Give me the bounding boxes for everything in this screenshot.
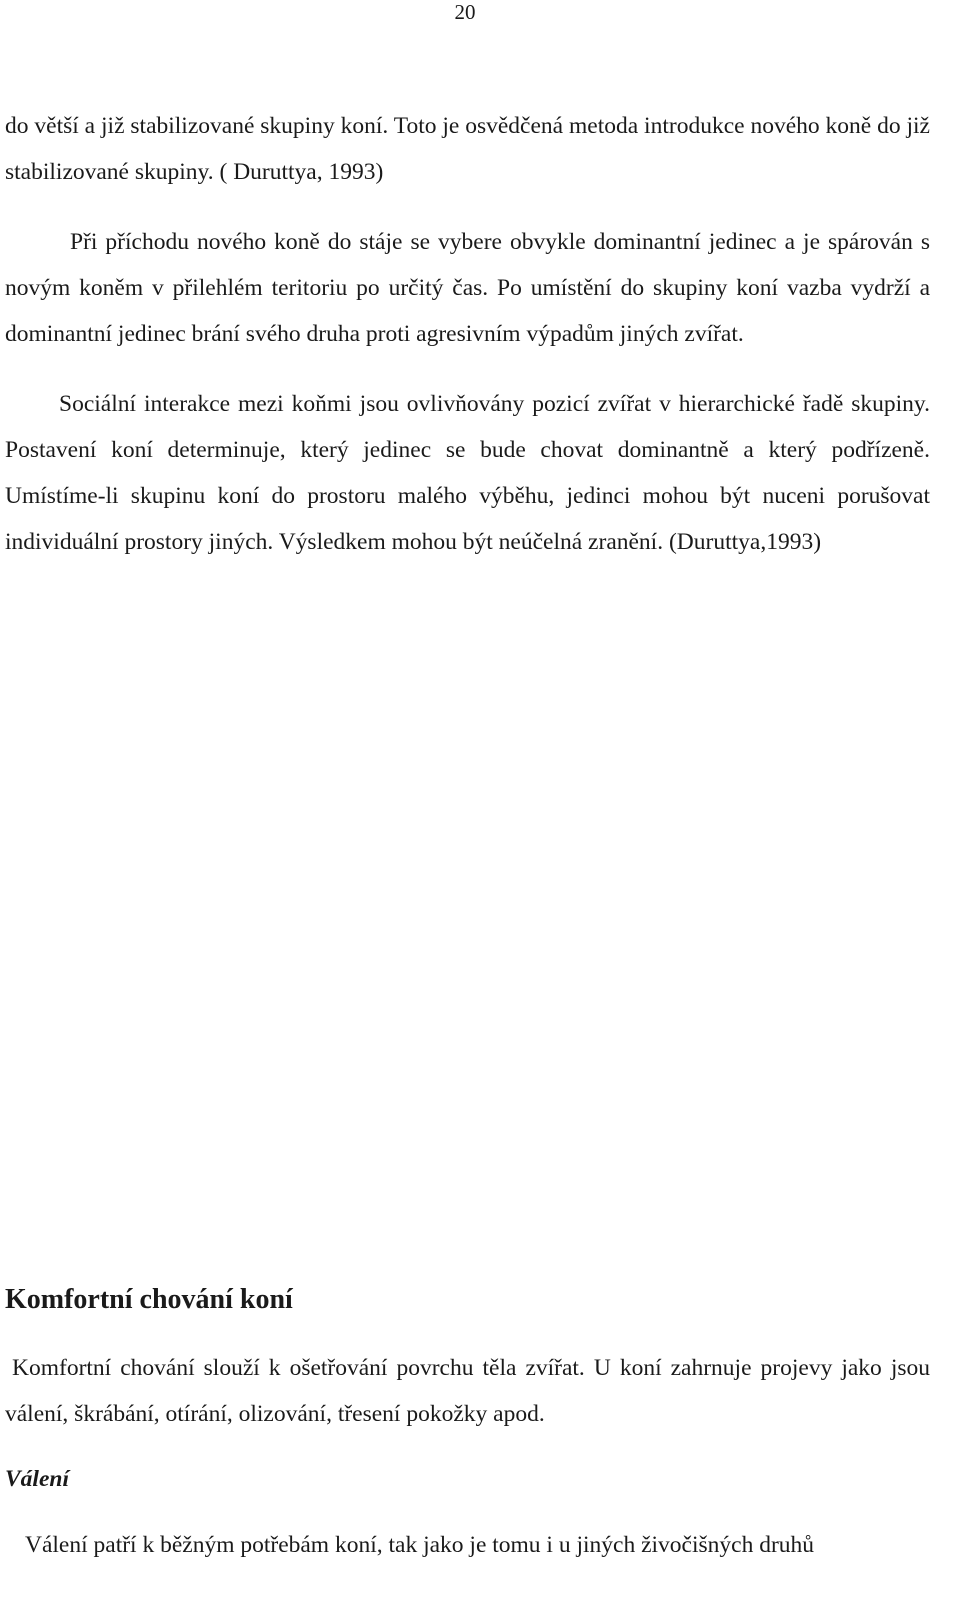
subsection-paragraph: Válení patří k běžným potřebám koní, tak jako je tomu i u jiných živočišných druhů bbox=[25, 1532, 815, 1558]
section-paragraph: Komfortní chování slouží k ošetřování povrchu těla zvířat. U koní zahrnuje projevy jako jsou válení, škrábání, otírání, olizování, třesení pokožky apod. bbox=[5, 1355, 930, 1427]
paragraph-new-horse: Při příchodu nového koně do stáje se vybere obvykle dominantní jedinec a je spárován s novým koněm v přilehlém teritoriu po určitý čas. Po umístění do skupiny koní vazba vydrží a dominantní jedinec brání svého druha proti agresivním výpadům jiných zvířat. bbox=[5, 229, 930, 347]
subsection-heading: Válení bbox=[5, 1466, 69, 1492]
document-body bbox=[5, 103, 930, 565]
section-heading: Komfortní chování koní bbox=[5, 1284, 293, 1315]
paragraph-social-interaction: Sociální interakce mezi koňmi jsou ovlivňovány pozicí zvířat v hierarchické řadě skupiny. Postavení koní determinuje, který jedinec se bude chovat dominantně a který podřízeně. Umístíme-li skupinu koní do prostoru malého výběhu, jedinci mohou být nuceni porušovat individuální prostory jiných. Výsledkem mohou být neúčelná zranění. (Duruttya,1993) bbox=[5, 391, 930, 555]
page-number: 20 bbox=[454, 0, 476, 24]
paragraph-continuation: do větší a již stabilizované skupiny koní. Toto je osvědčená metoda introdukce nového koně do již stabilizované skupiny. ( Duruttya, 1993) bbox=[5, 113, 930, 185]
